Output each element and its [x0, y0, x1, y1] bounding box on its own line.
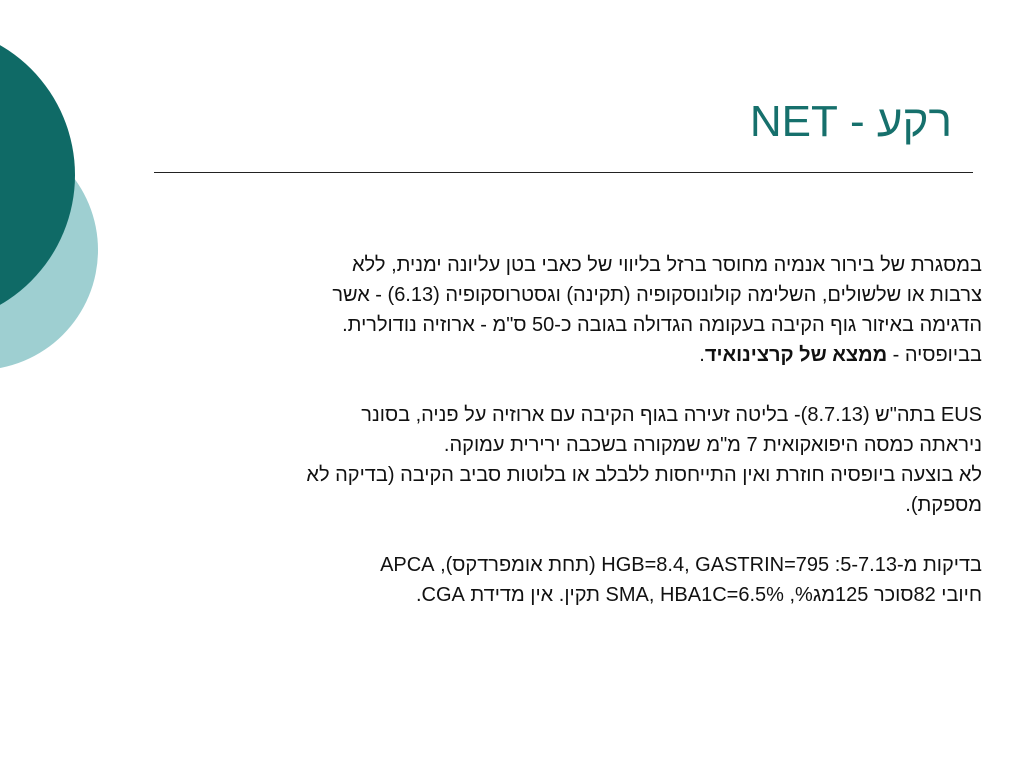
text-line: לא בוצעה ביופסיה חוזרת ואין התייחסות ללבלב או בלוטות סביב הקיבה (בדיקה לא [306, 464, 982, 486]
text-line: ניראתה כמסה היפואקואית 7 מ"מ שמקורה בשכבה ירירית עמוקה. [443, 434, 982, 456]
biopsy-suffix: . [699, 344, 705, 366]
text-line: במסגרת של בירור אנמיה מחוסר ברזל בליווי של כאבי בטן עליונה ימנית, ללא [351, 254, 982, 276]
text-line: מספקת). [905, 494, 982, 516]
slide-title: רקע - NET [749, 97, 952, 146]
paragraph-gap [150, 370, 982, 400]
paragraph-gap [150, 520, 982, 550]
text-line: בדיקות מ-5-7.13: HGB=8.4, GASTRIN=795 (תחת אומפרדקס), APCA [380, 554, 982, 576]
paragraph-eus [150, 400, 982, 520]
paragraph-background [150, 250, 982, 370]
paragraph-labs [150, 550, 982, 610]
biopsy-prefix: בביופסיה - [887, 344, 982, 366]
text-line: חיובי 82סוכר 125מג%, SMA, HBA1C=6.5% תקין. אין מדידת CGA. [415, 584, 982, 606]
text-line: צרבות או שלשולים, השלימה קולונוסקופיה (תקינה) וגסטרוסקופיה (6.13) - אשר [332, 284, 982, 306]
text-line-biopsy [150, 340, 982, 370]
text-line: EUS בתה"ש (8.7.13)- בליטה זעירה בגוף הקיבה עם ארוזיה על פניה, בסונר [361, 404, 982, 426]
title-divider [154, 172, 973, 173]
text-line: הדגימה באיזור גוף הקיבה בעקומה הגדולה בגובה כ-50 ס"מ - ארוזיה נודולרית. [342, 314, 982, 336]
decorative-circles [0, 0, 110, 420]
carcinoid-finding: ממצא של קרצינואיד [704, 344, 888, 366]
slide-body [150, 250, 982, 610]
